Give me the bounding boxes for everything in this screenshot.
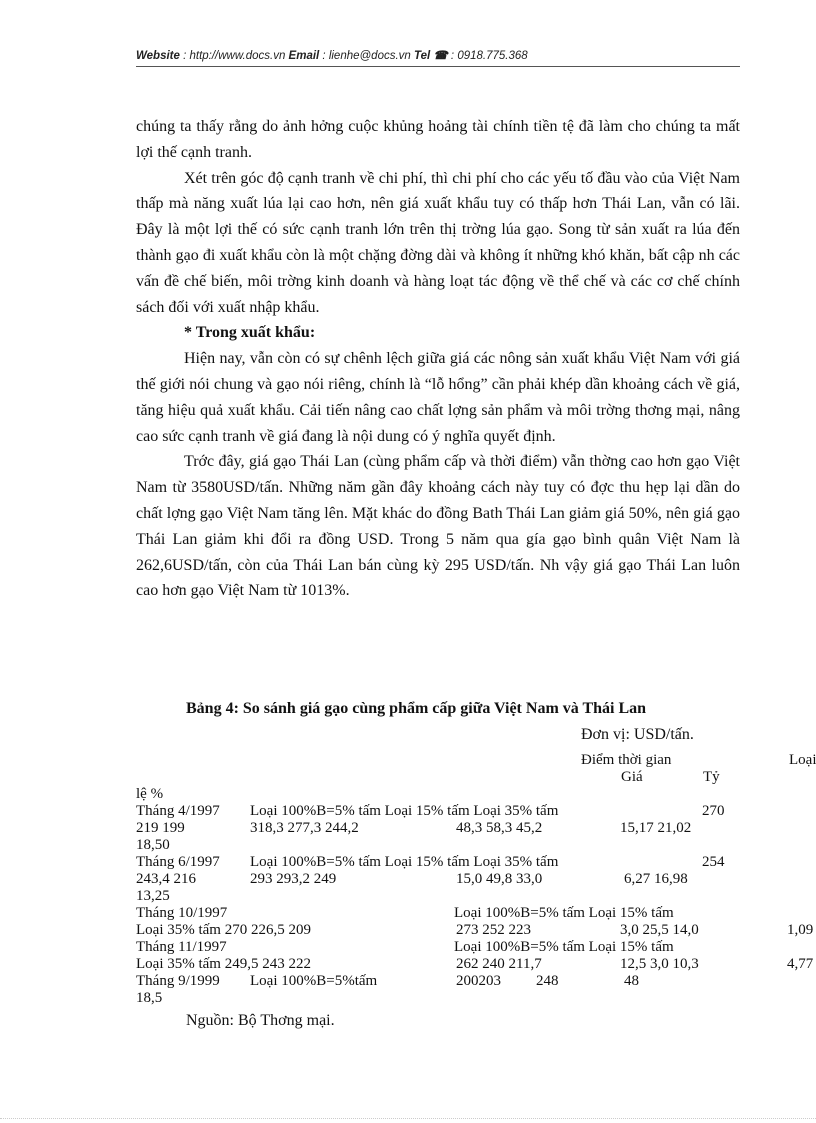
table-cell: 248 <box>536 973 559 989</box>
paragraph-thai-comparison: Trớc đây, giá gạo Thái Lan (cùng phẩm cấp và thời điểm) vẫn thờng cao hơn gạo Việt Nam từ 3580USD/tấn. Những năm gần đây khoảng cách này tuy có đợc thu hẹp lại dần do chất lợng gạo Việt Nam tăng lên. Mặt khác do đồng Bath Thái Lan giảm giá 50%, nên giá gạo Thái Lan giảm khi đổi ra đồng USD. Trong 5 năm qua gía gạo bình quân Việt Nam là 262,6USD/tấn, còn của Thái Lan bán cùng kỳ 295 USD/tấn. Nh vậy giá gạo Thái Lan luôn cao hơn gạo Việt Nam từ 1013%. <box>136 453 740 600</box>
table-cell: 4,77 <box>787 956 814 972</box>
table-cell: 12,5 3,0 10,3 <box>620 956 699 972</box>
table-cell: 48 <box>624 973 639 989</box>
table-cell: Loại 100%B=5% tấm Loại 15% tấm <box>454 905 674 921</box>
table-header-time: Điểm thời gian <box>581 752 672 768</box>
section-heading-export: * Trong xuất khẩu: <box>184 324 316 342</box>
table-title: Bảng 4: So sánh giá gạo cùng phẩm cấp giữa Việt Nam và Thái Lan <box>186 700 647 717</box>
page-header <box>136 48 740 62</box>
paragraph-price-gap: Hiện nay, vẫn còn có sự chênh lệch giữa giá các nông sản xuất khẩu Việt Nam với giá thế giới nói chung và gạo nói riêng, chính là “lỗ hổng” cần phải khép dần khoảng cách về giá, tăng hiệu quả xuất khẩu. Cải tiến nâng cao chất lợng sản phẩm và môi trờng thơng mại, nâng cao sức cạnh tranh về giá đang là nội dung có ý nghĩa quyết định. <box>136 350 740 445</box>
website-label: Website <box>136 50 180 62</box>
table-header-price: Giá <box>621 769 643 785</box>
table-cell: Tháng 4/1997 <box>136 803 220 819</box>
footer-divider <box>0 1118 816 1119</box>
table-cell: 262 240 211,7 <box>456 956 542 972</box>
tel-label: Tel ☎ <box>414 50 448 62</box>
paragraph-intro: chúng ta thấy rằng do ảnh hởng cuộc khủng hoảng tài chính tiền tệ đã làm cho chúng ta mất lợi thế cạnh tranh. <box>136 118 740 161</box>
table-cell: 270 <box>702 803 725 819</box>
table-header-ratio: Tỷ <box>703 769 720 785</box>
table-header-percent: lệ % <box>136 786 164 802</box>
table-cell: Loại 35% tấm 249,5 243 222 <box>136 956 311 972</box>
table-cell: 273 252 223 <box>456 922 531 938</box>
email-label: Email <box>288 50 320 62</box>
table-cell: Tháng 11/1997 <box>136 939 227 955</box>
table-cell: 15,17 21,02 <box>620 820 692 836</box>
table-cell: 6,27 16,98 <box>624 871 688 887</box>
table-cell: Loại 100%B=5%tấm <box>250 973 378 989</box>
table-cell: Loại 100%B=5% tấm Loại 15% tấm Loại 35% tấm <box>250 803 559 819</box>
table-cell: 318,3 277,3 244,2 <box>250 820 359 836</box>
table-cell: 48,3 58,3 45,2 <box>456 820 543 836</box>
table-cell: Tháng 10/1997 <box>136 905 228 921</box>
table-cell: 219 199 <box>136 820 185 836</box>
table-cell: 13,25 <box>136 888 170 904</box>
email-value: : lienhe@docs.vn <box>319 50 415 62</box>
table-cell: Tháng 9/1999 <box>136 973 220 989</box>
table-cell: Loại 35% tấm 270 226,5 209 <box>136 922 311 938</box>
table-cell: 18,5 <box>136 990 163 1006</box>
table-cell: 3,0 25,5 14,0 <box>620 922 699 938</box>
table-cell: Loại 100%B=5% tấm Loại 15% tấm Loại 35% tấm <box>250 854 559 870</box>
table-cell: 200203 <box>456 973 501 989</box>
table-header-type: Loại <box>789 752 816 768</box>
paragraph-cost: Xét trên góc độ cạnh tranh về chi phí, thì chi phí cho các yếu tố đầu vào của Việt Nam thấp mà năng xuất lúa lại cao hơn, nên giá xuất khẩu tuy có thấp hơn Thái Lan, vẫn có lãi. Đây là một lợi thế có sức cạnh tranh lớn trên thị trờng lúa gạo. Song từ sản xuất ra lúa đến thành gạo đi xuất khẩu còn là một chặng đờng dài và không ít những khó khăn, bất cập nh các vấn đề chế biến, môi trờng kinh doanh và hàng loạt tác động về thể chế và các cơ chế chính sách đối với xuất nhập khẩu. <box>136 169 740 316</box>
table-cell: 18,50 <box>136 837 170 853</box>
table-cell: 15,0 49,8 33,0 <box>456 871 543 887</box>
table-cell: 254 <box>702 854 725 870</box>
tel-value: : 0918.775.368 <box>447 50 528 62</box>
document-body <box>136 114 740 604</box>
header-divider <box>136 66 740 67</box>
table-cell: 243,4 216 <box>136 871 196 887</box>
table-cell: 1,09 <box>787 922 814 938</box>
table-cell: Tháng 6/1997 <box>136 854 220 870</box>
table-cell: Loại 100%B=5% tấm Loại 15% tấm <box>454 939 674 955</box>
table-cell: 293 293,2 249 <box>250 871 337 887</box>
table-source: Nguồn: Bộ Thơng mại. <box>186 1012 335 1029</box>
table-unit: Đơn vị: USD/tấn. <box>581 726 694 743</box>
website-value: : http://www.docs.vn <box>179 50 289 62</box>
